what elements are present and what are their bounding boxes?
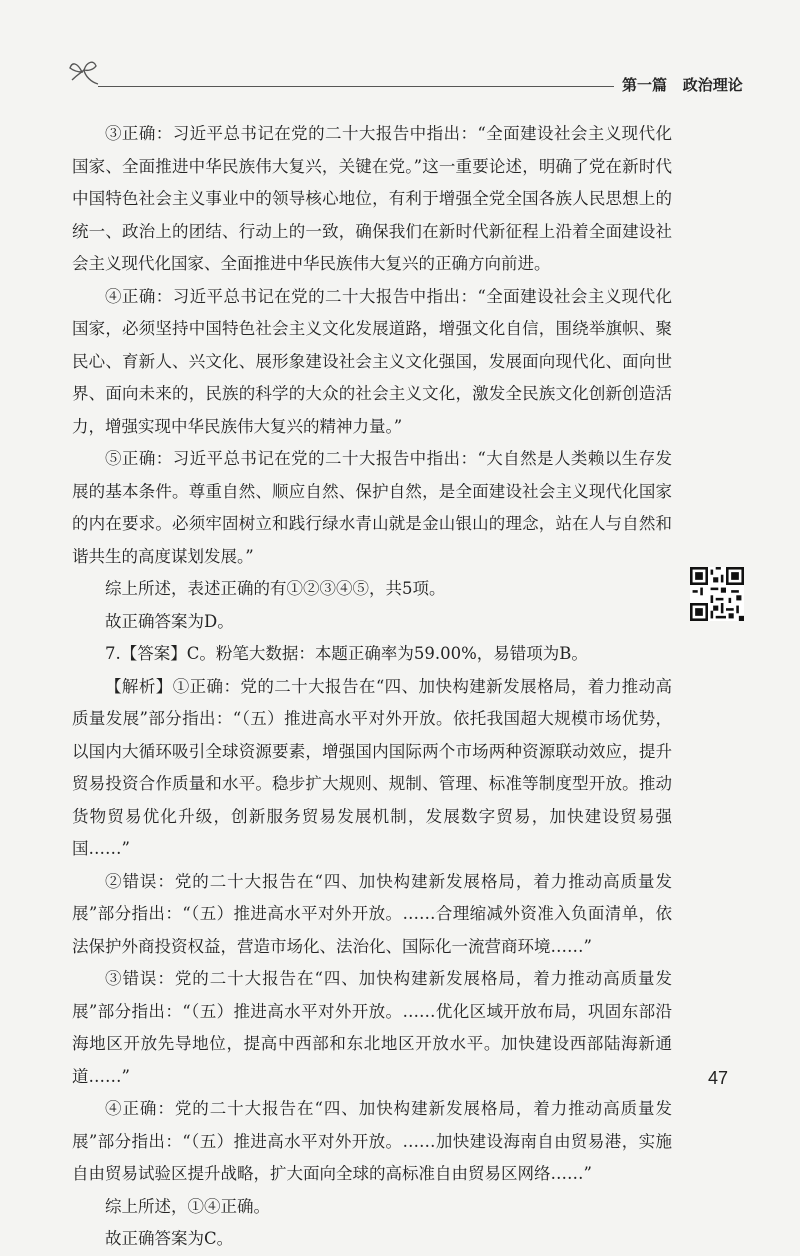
- header-rule: [98, 86, 614, 87]
- section-title: 政治理论: [682, 76, 743, 94]
- section-label: 第一篇: [622, 76, 668, 94]
- page-number: 47: [708, 1068, 729, 1088]
- running-header: [622, 74, 743, 95]
- paragraph: ③正确：习近平总书记在党的二十大报告中指出：“全面建设社会主义现代化国家、全面推进中华民族伟大复兴，关键在党。”这一重要论述，明确了党在新时代中国特色社会主义事业中的领导核心地位，有利于增强全党全国各族人民思想上的统一、政治上的团结、行动上的一致，确保我们在新时代新征程上沿着全面建设社会主义现代化国家、全面推进中华民族伟大复兴的正确方向前进。: [72, 124, 672, 273]
- paragraph: ③错误：党的二十大报告在“四、加快构建新发展格局，着力推动高质量发展”部分指出：“（五）推进高水平对外开放。……优化区域开放布局，巩固东部沿海地区开放先导地位，提高中西部和东北地区开放水平。加快建设西部陆海新通道……”: [72, 969, 672, 1086]
- analysis-paragraph: 【解析】①正确：党的二十大报告在“四、加快构建新发展格局，着力推动高质量发展”部分指出：“（五）推进高水平对外开放。依托我国超大规模市场优势，以国内大循环吸引全球资源要素，增强国内国际两个市场两种资源联动效应，提升贸易投资合作质量和水平。稳步扩大规则、规制、管理、标准等制度型开放。推动货物贸易优化升级，创新服务贸易发展机制，发展数字贸易，加快建设贸易强国……”: [72, 676, 672, 858]
- paragraph: 综上所述，①④正确。: [105, 1196, 270, 1216]
- paragraph: ⑤正确：习近平总书记在党的二十大报告中指出：“大自然是人类赖以生存发展的基本条件。尊重自然、顺应自然、保护自然，是全面建设社会主义现代化国家的内在要求。必须牢固树立和践行绿水青山就是金山银山的理念，站在人与自然和谐共生的高度谋划发展。”: [72, 449, 672, 566]
- answer-paragraph: 7.【答案】C。粉笔大数据：本题正确率为59.00%，易错项为B。: [105, 644, 588, 663]
- qr-code-icon[interactable]: [690, 567, 744, 621]
- paragraph: 综上所述，表述正确的有①②③④⑤，共5项。: [105, 579, 446, 598]
- page-content: [72, 118, 672, 1256]
- paragraph: ④正确：习近平总书记在党的二十大报告中指出：“全面建设社会主义现代化国家，必须坚持中国特色社会主义文化发展道路，增强文化自信，围绕举旗帜、聚民心、育新人、兴文化、展形象建设社会主义文化强国，发展面向现代化、面向世界、面向未来的，民族的科学的大众的社会主义文化，激发全民族文化创新创造活力，增强实现中华民族伟大复兴的精神力量。”: [72, 286, 672, 436]
- paragraph: 故正确答案为C。: [105, 1229, 234, 1248]
- paragraph: ②错误：党的二十大报告在“四、加快构建新发展格局，着力推动高质量发展”部分指出：“（五）推进高水平对外开放。……合理缩减外资准入负面清单，依法保护外商投资权益，营造市场化、法治化、国际化一流营商环境……”: [72, 871, 672, 956]
- leaf-icon: [68, 58, 100, 88]
- paragraph: 故正确答案为D。: [105, 611, 234, 631]
- paragraph: ④正确：党的二十大报告在“四、加快构建新发展格局，着力推动高质量发展”部分指出：“（五）推进高水平对外开放。……加快建设海南自由贸易港，实施自由贸易试验区提升战略，扩大面向全球的高标准自由贸易区网络……”: [72, 1099, 672, 1183]
